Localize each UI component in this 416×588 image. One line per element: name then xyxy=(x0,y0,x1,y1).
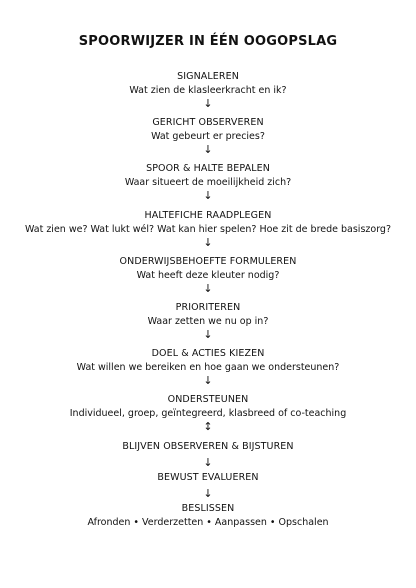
step-heading: ONDERWIJSBEHOEFTE FORMULEREN xyxy=(119,255,297,267)
step-heading: ONDERSTEUNEN xyxy=(167,394,249,406)
step-blijven-observeren-bijsturen xyxy=(0,440,416,471)
arrow-up-down-icon: ↕ xyxy=(203,420,213,434)
step-spoor-halte-bepalen xyxy=(0,162,416,208)
arrow-down-icon: ↓ xyxy=(203,374,213,388)
step-heading: BEWUST EVALUEREN xyxy=(157,471,259,483)
step-question: Wat gebeurt er precies? xyxy=(151,131,265,143)
step-ondersteunen xyxy=(0,393,416,439)
step-question: Wat heeft deze kleuter nodig? xyxy=(136,269,280,281)
arrow-down-icon: ↓ xyxy=(203,189,213,203)
arrow-down-icon: ↓ xyxy=(203,97,213,110)
step-heading: GERICHT OBSERVEREN xyxy=(152,117,264,129)
arrow-down-icon: ↓ xyxy=(203,327,213,341)
step-heading: SPOOR & HALTE BEPALEN xyxy=(146,163,270,175)
step-heading: DOEL & ACTIES KIEZEN xyxy=(151,348,265,360)
step-onderwijsbehoefte-formuleren xyxy=(0,255,416,301)
step-heading: BESLISSEN xyxy=(181,502,235,514)
step-heading: HALTEFICHE RAADPLEGEN xyxy=(144,209,272,221)
arrow-down-icon: ↓ xyxy=(203,455,213,469)
step-beslissen xyxy=(0,502,416,548)
step-heading: SIGNALEREN xyxy=(177,71,239,82)
step-question: Individueel, groep, geïntegreerd, klasbreed of co-teaching xyxy=(69,408,347,420)
step-heading: PRIORITEREN xyxy=(175,301,241,313)
flowchart xyxy=(0,70,416,548)
step-signaleren xyxy=(0,70,416,116)
arrow-down-icon: ↓ xyxy=(203,486,213,500)
step-haltefiche-raadplegen xyxy=(0,209,416,255)
step-bewust-evalueren xyxy=(0,471,416,502)
step-question: Wat zien de klasleerkracht en ik? xyxy=(129,85,287,96)
step-question: Wat zien we? Wat lukt wél? Wat kan hier spelen? Hoe zit de brede basiszorg? xyxy=(24,223,392,235)
arrow-down-icon: ↓ xyxy=(203,143,213,157)
step-question: Wat willen we bereiken en hoe gaan we ondersteunen? xyxy=(76,362,340,374)
step-question: Waar zetten we nu op in? xyxy=(147,315,269,327)
step-prioriteren xyxy=(0,301,416,347)
step-heading: BLIJVEN OBSERVEREN & BIJSTUREN xyxy=(122,440,294,452)
page-title: SPOORWIJZER IN ÉÉN OOGOPSLAG xyxy=(78,34,338,49)
step-question: Afronden • Verderzetten • Aanpassen • Opschalen xyxy=(87,516,329,528)
arrow-down-icon: ↓ xyxy=(203,235,213,249)
step-question: Waar situeert de moeilijkheid zich? xyxy=(124,177,292,189)
step-gericht-observeren xyxy=(0,116,416,162)
step-doel-acties-kiezen xyxy=(0,347,416,393)
arrow-down-icon: ↓ xyxy=(203,281,213,295)
